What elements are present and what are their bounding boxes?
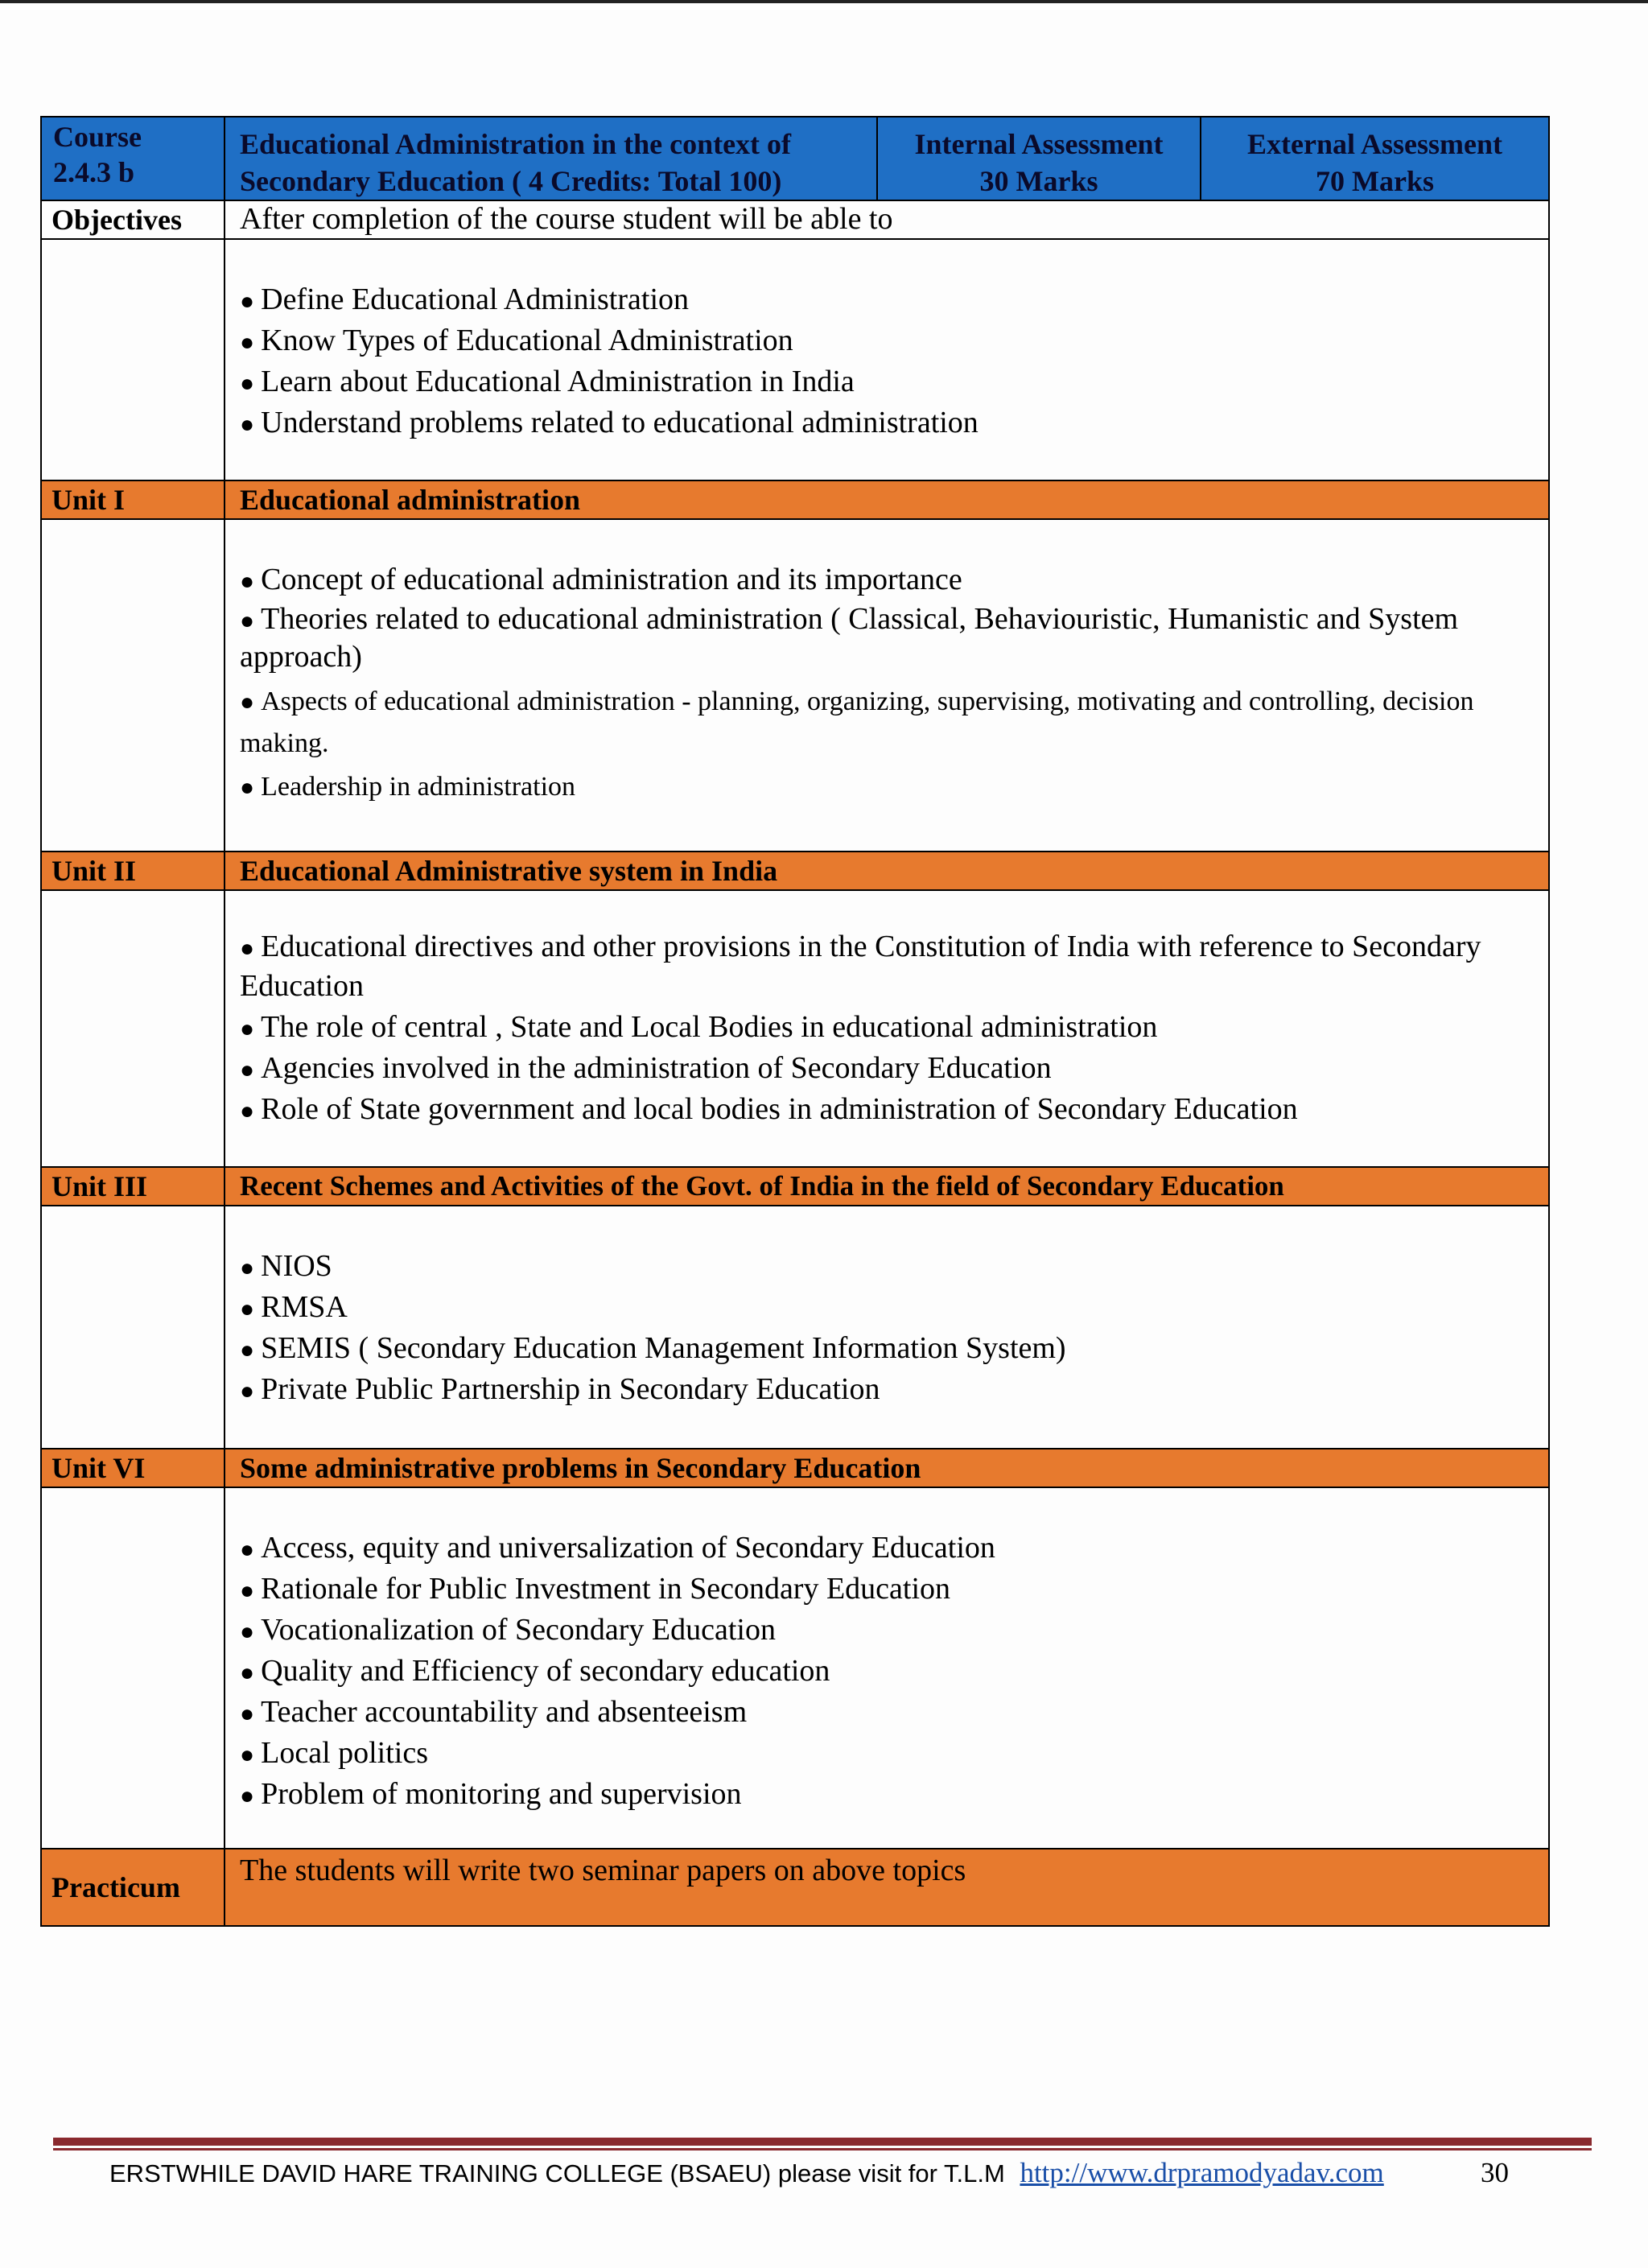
- unit-1-label: Unit I: [41, 480, 225, 519]
- unit-2-title: Educational Administrative system in India: [225, 852, 1549, 890]
- practicum-label: Practicum: [41, 1849, 225, 1926]
- unit-1-header-row: [41, 480, 1549, 519]
- list-item: ● Rationale for Public Investment in Secondary Education: [240, 1572, 951, 1606]
- list-item: ● NIOS: [240, 1249, 332, 1283]
- unit-3-list: [240, 1247, 1534, 1411]
- list-item: ● Understand problems related to educational administration: [240, 406, 978, 439]
- unit-4-list-cell: [225, 1487, 1549, 1849]
- syllabus-table: [40, 116, 1550, 1927]
- list-item: ● Leadership in administration: [240, 772, 576, 802]
- page-number: 30: [1481, 2157, 1509, 2188]
- unit-4-content-row: [41, 1487, 1549, 1849]
- list-item: ● Agencies involved in the administration of Secondary Education: [240, 1051, 1052, 1085]
- unit-2-list: [240, 928, 1534, 1131]
- list-item: ● Problem of monitoring and supervision: [240, 1777, 742, 1811]
- footer-divider: [53, 2138, 1592, 2146]
- external-assessment-cell: [1201, 117, 1549, 200]
- objectives-row: [41, 200, 1549, 239]
- list-item: ● Quality and Efficiency of secondary education: [240, 1654, 830, 1688]
- list-item: ● SEMIS ( Secondary Education Management Information System): [240, 1331, 1066, 1365]
- footer-website-link[interactable]: http://www.drpramodyadav.com: [1020, 2157, 1384, 2188]
- unit-2-list-cell: [225, 890, 1549, 1167]
- list-item: ● Theories related to educational administration ( Classical, Behaviouristic, Humanistic and System approach): [240, 602, 1459, 674]
- list-item: ● Define Educational Administration: [240, 282, 689, 316]
- unit-1-title: Educational administration: [225, 480, 1549, 519]
- unit-3-content-row: [41, 1206, 1549, 1449]
- course-label: Course: [53, 121, 142, 153]
- practicum-text: The students will write two seminar papers on above topics: [225, 1849, 1549, 1926]
- list-item: ● Access, equity and universalization of Secondary Education: [240, 1531, 995, 1565]
- objectives-list: [240, 280, 1534, 444]
- list-item: ● The role of central , State and Local Bodies in educational administration: [240, 1010, 1158, 1044]
- list-item: ● Role of State government and local bodies in administration of Secondary Education: [240, 1092, 1298, 1126]
- course-title-line1: Educational Administration in the context of: [240, 128, 792, 160]
- list-item: ● Local politics: [240, 1736, 429, 1770]
- internal-assessment-label: Internal Assessment: [914, 128, 1164, 160]
- list-item: ● Private Public Partnership in Secondary Education: [240, 1372, 880, 1406]
- unit-2-header-row: [41, 852, 1549, 890]
- list-item: ● Concept of educational administration and its importance: [240, 563, 962, 596]
- list-item: ● Vocationalization of Secondary Education: [240, 1613, 776, 1647]
- unit-4-list: [240, 1528, 1534, 1816]
- list-item: ● RMSA: [240, 1290, 348, 1324]
- objectives-intro: After completion of the course student will be able to: [225, 200, 1549, 239]
- internal-assessment-marks: 30 Marks: [979, 165, 1098, 197]
- footer-divider-thin: [53, 2148, 1592, 2150]
- unit-1-content-row: [41, 519, 1549, 852]
- list-item: ● Know Types of Educational Administration: [240, 324, 793, 357]
- course-title-line2: Secondary Education ( 4 Credits: Total 100): [240, 165, 782, 197]
- course-title-cell: [225, 117, 877, 200]
- list-item: ● Teacher accountability and absenteeism: [240, 1695, 748, 1729]
- practicum-row: [41, 1849, 1549, 1926]
- objectives-content-row: [41, 239, 1549, 480]
- external-assessment-label: External Assessment: [1247, 128, 1502, 160]
- course-code: 2.4.3 b: [53, 156, 135, 188]
- top-border-line: [0, 0, 1648, 3]
- course-header-row: [41, 117, 1549, 200]
- unit-4-label: Unit VI: [41, 1449, 225, 1487]
- unit-1-list: [240, 560, 1534, 806]
- unit-4-title: Some administrative problems in Secondary Education: [225, 1449, 1549, 1487]
- list-item: ● Educational directives and other provisions in the Constitution of India with reference to Secondary Education: [240, 930, 1481, 1003]
- unit-3-title: Recent Schemes and Activities of the Govt. of India in the field of Secondary Education: [225, 1167, 1549, 1206]
- footer-text: ERSTWHILE DAVID HARE TRAINING COLLEGE (BSAEU) please visit for T.L.M: [109, 2159, 1005, 2188]
- unit-1-list-cell: [225, 519, 1549, 852]
- external-assessment-marks: 70 Marks: [1316, 165, 1434, 197]
- unit-2-label: Unit II: [41, 852, 225, 890]
- objectives-list-cell: [225, 239, 1549, 480]
- list-item: ● Learn about Educational Administration in India: [240, 365, 855, 398]
- unit-3-header-row: [41, 1167, 1549, 1206]
- unit-4-header-row: [41, 1449, 1549, 1487]
- unit-3-label: Unit III: [41, 1167, 225, 1206]
- list-item: ● Aspects of educational administration - planning, organizing, supervising, motivating and controlling, decision making.: [240, 687, 1474, 758]
- course-code-cell: [41, 117, 225, 200]
- unit-2-content-row: [41, 890, 1549, 1167]
- objectives-label: Objectives: [41, 200, 225, 239]
- internal-assessment-cell: [877, 117, 1201, 200]
- unit-3-list-cell: [225, 1206, 1549, 1449]
- page-footer: [109, 2155, 1558, 2192]
